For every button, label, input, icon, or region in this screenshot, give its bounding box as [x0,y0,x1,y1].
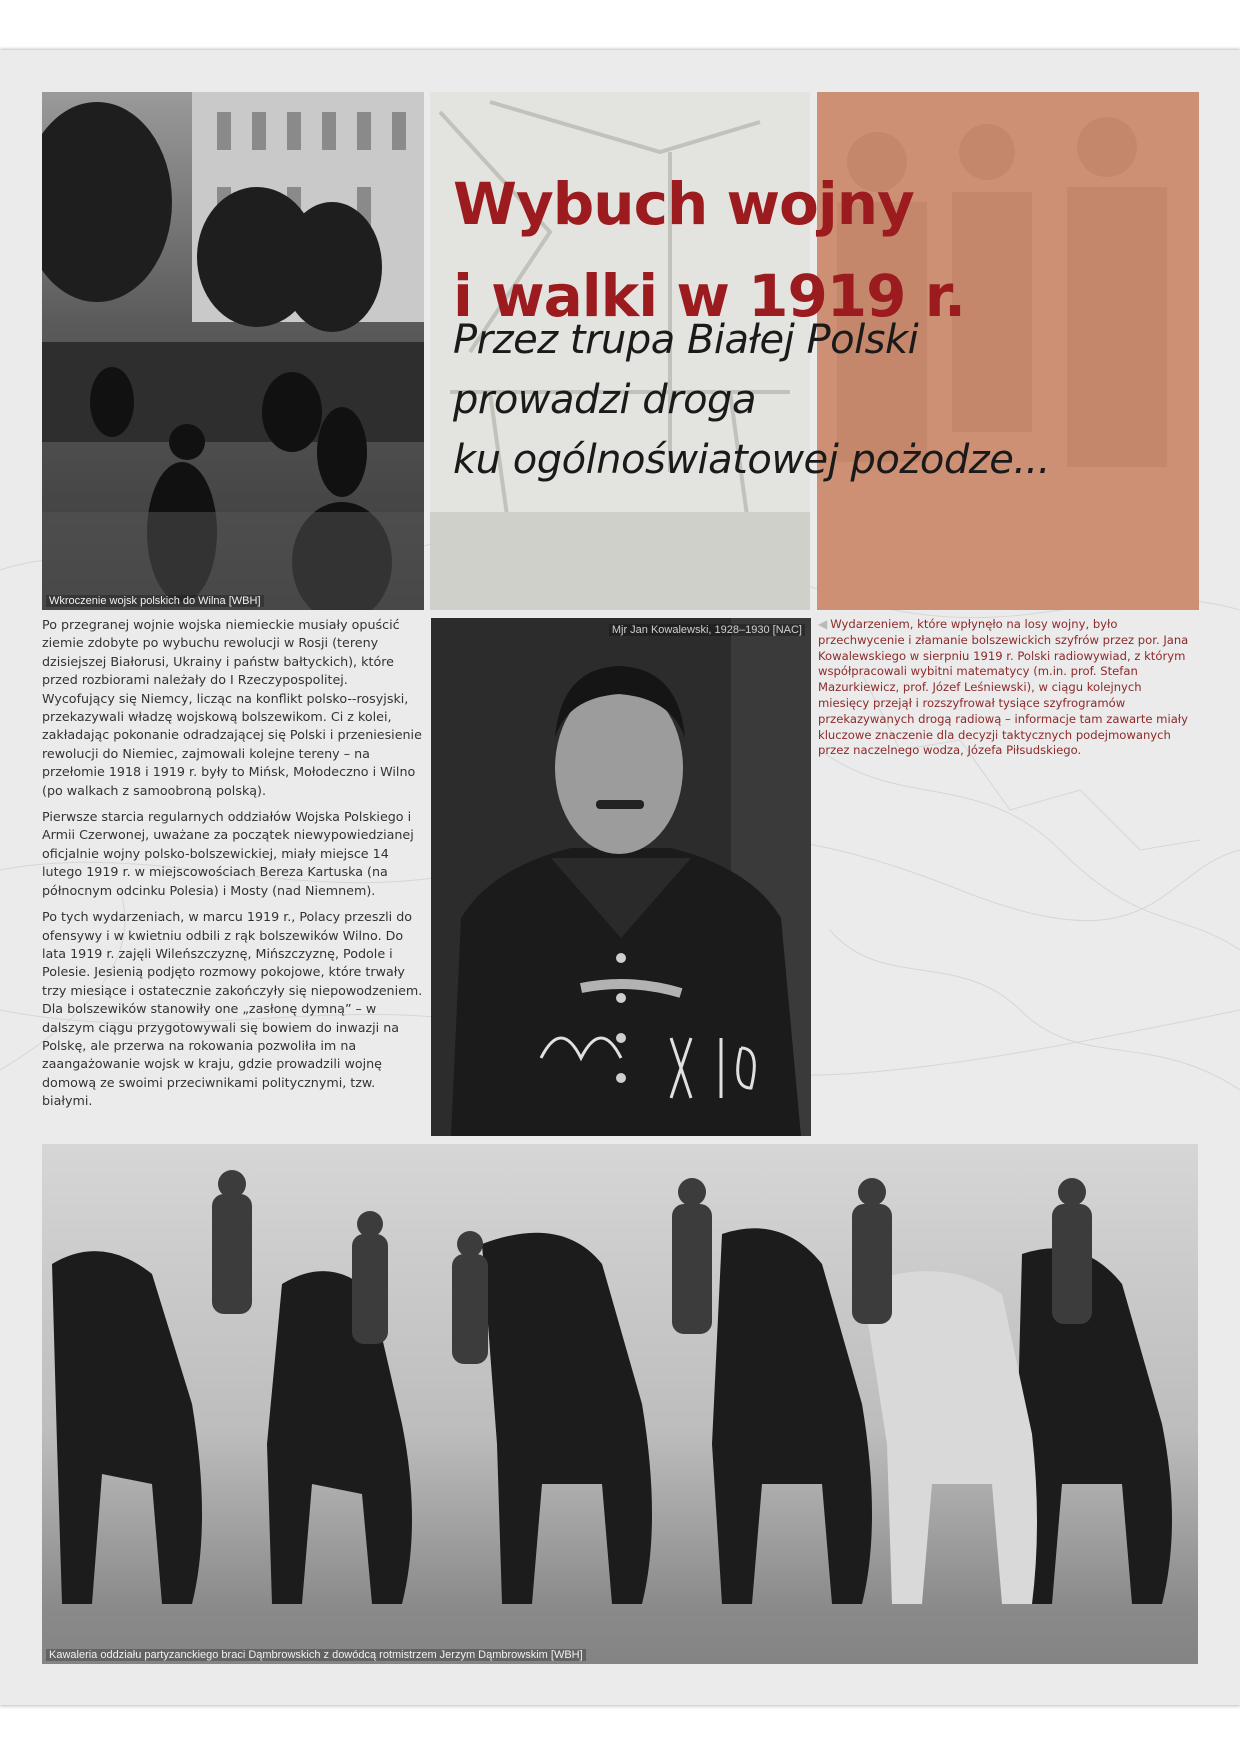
photo-kowalewski [431,618,811,1136]
side-note [818,617,1196,759]
main-text [42,616,424,1119]
photo-wilno-entry [42,92,424,610]
side-note-text: Wydarzeniem, które wpłynęło na losy wojny, było przechwycenie i złamanie bolszewickich szyfrów przez por. Jana Kowalewskiego w sierpniu 1919 r. Polski radiowywiad, z którym współpracowali wybitni matematycy (m.in. prof. Stefan Mazurkiewicz, prof. Józef Leśniewski), w ciągu kolejnych miesięcy przejął i rozszyfrował tysiące szyfrogramów przekazywanych drogą radiową – informacje tam zawarte miały kluczowe znaczenie dla decyzji taktycznych podejmowanych przez naczelnego wodza, Józefa Piłsudskiego. [818,617,1189,758]
title-line-1: Wybuch wojny [453,170,914,238]
subtitle-line-3: ku ogólnoświatowej pożodze... [453,437,1050,483]
title-line-2: i walki w 1919 r. [453,262,966,330]
paragraph-1: Po przegranej wojnie wojska niemieckie musiały opuścić ziemie zdobyte po wybuchu rewolucji w Rosji (tereny dzisiejszej Białorusi, Ukrainy i państw bałtyckich), które przed rozbiorami należały do I Rzeczypospolitej. Wycofujący się Niemcy, licząc na konflikt polsko--rosyjski, przekazywali władzę wojskową bolszewikom. Ci z kolei, zakładając pokonanie odradzającej się Polski i przeniesienie rewolucji do Niemiec, zajmowali kolejne tereny – na przełomie 1918 i 1919 r. były to Mińsk, Mołodeczno i Wilno (po walkach z samoobroną polską). [42,617,422,798]
caption-cavalry: Kawaleria oddziału partyzanckiego braci Dąmbrowskich z dowódcą rotmistrzem Jerzym Dąmbrowskim [WBH] [46,1649,586,1661]
paragraph-3: Po tych wydarzeniach, w marcu 1919 r., Polacy przeszli do ofensywy i w kwietniu odbili z rąk bolszewików Wilno. Do lata 1919 r. zajęli Wileńszczyznę, Mińszczyznę, Podole i Polesie. Jesienią podjęto rozmowy pokojowe, które trwały trzy miesiące i ostatecznie zakończyły się niepowodzeniem. Dla bolszewików stanowiły one „zasłonę dymną” – w dalszym ciągu przygotowywali się bowiem do inwazji na Polskę, ale przerwa na rokowania pozwoliła im na zaangażowanie wojsk w kraju, gdzie prowadzili wojnę domową ze swoimi przeciwnikami politycznymi, tzw. białymi. [42,909,423,1109]
caption-kowalewski: Mjr Jan Kowalewski, 1928–1930 [NAC] [609,624,805,636]
paragraph-2: Pierwsze starcia regularnych oddziałów Wojska Polskiego i Armii Czerwonej, uważane za początek niewypowiedzianej oficjalnie wojny polsko-bolszewickiej, miały miejsce 14 lutego 1919 r. w miejscowościach Bereza Kartuska (na północnym odcinku Polesia) i Mosty (nad Niemnem). [42,809,414,898]
subtitle-line-1: Przez trupa Białej Polski [453,317,919,363]
photo-cavalry [42,1144,1198,1664]
page-subtitle [453,310,1050,490]
note-arrow-icon: ◀ [818,617,828,631]
poster-sheet [0,50,1240,1705]
caption-wilno: Wkroczenie wojsk polskich do Wilna [WBH] [46,595,264,607]
subtitle-line-2: prowadzi droga [453,377,756,423]
